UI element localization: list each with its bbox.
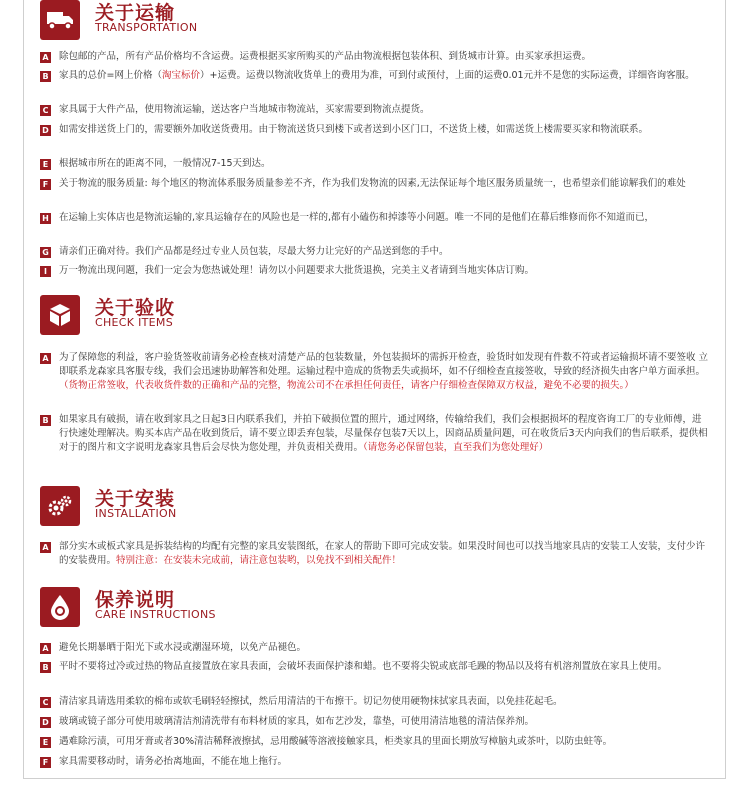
item-text: 家具需要移动时，请务必抬离地面，不能在地上拖行。 [59, 756, 288, 767]
transport-item-h [40, 211, 710, 225]
transport-header [40, 0, 710, 44]
transport-title: 关于运输 [95, 2, 176, 24]
item-text: 如需安排送货上门的，需要额外加收送货费用。由于物流送货只到楼下或者送到小区门口，不送货上楼，如需送货上楼需要买家和物流联系。 [59, 124, 649, 135]
truck-icon [40, 0, 80, 40]
item-text: 在运输上实体店也是物流运输的,家具运输存在的风险也是一样的,都有小磕伤和掉漆等小问题。唯一不同的是他们在幕后维修而你不知道而已， [59, 212, 655, 223]
section-care [40, 587, 710, 767]
item-letter-badge: E [40, 737, 51, 748]
transport-item-e [40, 157, 710, 171]
care-item-c [40, 695, 710, 709]
item-text: ）+运费。运费以物流收货单上的费用为准，可到付或预付，上面的运费0.01元并不是您的实际运费，详细咨询客服。 [199, 70, 695, 81]
item-letter-badge: G [40, 247, 51, 258]
item-letter-badge: F [40, 179, 51, 190]
item-letter-badge: A [40, 52, 51, 63]
item-letter-badge: F [40, 757, 51, 768]
item-letter-badge: I [40, 266, 51, 277]
item-letter-badge: A [40, 643, 51, 654]
item-text: 部分实木或板式家具是拆装结构的均配有完整的家具安装图纸，在家人的帮助下即可完成安装。如果没时间也可以找当地家具店的安装工人安装，支付少许的安装费用。 [59, 541, 706, 566]
item-highlight-text: （货物正常签收，代表收货件数的正确和产品的完整，物流公司不在承担任何责任，请客户仔细检查保障双方权益，避免不必要的损失。） [59, 380, 634, 391]
gears-icon [40, 486, 80, 526]
install-header [40, 486, 710, 530]
item-letter-badge: C [40, 697, 51, 708]
transport-item-i [40, 264, 710, 278]
care-item-e [40, 735, 710, 749]
item-letter-badge: C [40, 105, 51, 116]
item-letter-badge: D [40, 717, 51, 728]
care-item-b [40, 660, 710, 674]
item-highlight-text: （请您务必保留包装，直至我们为您处理好） [363, 442, 549, 453]
item-text: 根据城市所在的距离不同，一般情况7-15天到达。 [59, 158, 271, 169]
transport-item-a [40, 50, 710, 64]
install-item-a [40, 540, 710, 568]
section-check [40, 295, 710, 453]
item-text: 万一物流出现问题，我们一定会为您热诚处理！请勿以小问题要求大批货退换，完美主义者请到当地实体店订购。 [59, 265, 535, 276]
item-text: 清洁家具请选用柔软的棉布或软毛刷轻轻擦拭，然后用清洁的干布擦干。切记勿使用硬物抹拭家具表面，以免挂花起毛。 [59, 696, 563, 707]
transport-item-b [40, 69, 710, 83]
install-subtitle: INSTALLATION [95, 507, 177, 520]
item-highlight-text: 淘宝标价 [161, 70, 200, 81]
item-highlight-text: 特别注意：在安装未完成前，请注意包装哟，以免找不到相关配件！ [116, 555, 402, 566]
item-text: 关于物流的服务质量: 每个地区的物流体系服务质量参差不齐，作为我们发物流的因素,无法保证每个地区服务质量统一，也希望亲们能谅解我们的难处 [59, 178, 686, 189]
item-letter-badge: A [40, 542, 51, 553]
item-letter-badge: A [40, 353, 51, 364]
install-title: 关于安装 [95, 488, 176, 510]
item-text: 家具属于大件产品，使用物流运输，送达客户当地城市物流站，买家需要到物流点提货。 [59, 104, 430, 115]
item-letter-badge: B [40, 71, 51, 82]
item-text: 遇难除污渍，可用牙膏或者30%清洁稀释液擦拭，忌用酸碱等溶液接触家具，柜类家具的里面长期放写樟脑丸或茶叶，以防虫蛀等。 [59, 736, 613, 747]
item-text: 如果家具有破损，请在收到家具之日起3日内联系我们，并拍下破损位置的照片，通过网络，传输给我们，我们会根据损坏的程度咨询工厂的专业师傅，进行快速处理解决。购买本店产品在收到货后，请不要立即丢弃包装，尽量保存包装7天以上，因商品质量问题，可在收货后3天内向我们的售后联系，提供相对于的图片和文字说明龙森家具售后会尽快为您处理，并负责相关费用。 [59, 414, 708, 453]
item-text: 请亲们正确对待。我们产品都是经过专业人员包装，尽最大努力让完好的产品送到您的手中。 [59, 246, 449, 257]
care-item-a [40, 641, 710, 655]
transport-item-c [40, 103, 710, 117]
transport-subtitle: TRANSPORTATION [95, 21, 198, 34]
item-letter-badge: B [40, 662, 51, 673]
care-title: 保养说明 [95, 589, 176, 611]
section-install [40, 486, 710, 566]
drop-icon [40, 587, 80, 627]
care-header [40, 587, 710, 631]
item-letter-badge: B [40, 415, 51, 426]
care-subtitle: CARE INSTRUCTIONS [95, 608, 216, 621]
item-letter-badge: D [40, 125, 51, 136]
care-item-d [40, 715, 710, 729]
item-letter-badge: E [40, 159, 51, 170]
item-text: 为了保障您的利益，客户验货签收前请务必检查核对清楚产品的包装数量，外包装损坏的需拆开检查，验货时如发现有件数不符或者运输损坏请不要签收 立即联系龙森家具客服专线，我们会迅速协助解答和处理。运输过程中造成的货物丢失或损坏，如不仔细检查直接签收，导致的经济损失由客户单方面承担。 [59, 352, 709, 377]
check-item-b [40, 413, 710, 455]
check-header [40, 295, 710, 339]
transport-item-d [40, 123, 710, 137]
care-item-f [40, 755, 710, 769]
section-transport [40, 0, 710, 276]
box-icon [40, 295, 80, 335]
check-item-a [40, 351, 710, 393]
item-text: 避免长期暴晒于阳光下或水浸或潮湿环境，以免产品褪色。 [59, 642, 307, 653]
item-text: 家具的总价=网上价格（ [59, 70, 162, 81]
transport-item-g [40, 245, 710, 259]
item-text: 除包邮的产品，所有产品价格均不含运费。运费根据买家所购买的产品由物流根据包装体积、到货城市计算。由买家承担运费。 [59, 51, 592, 62]
item-text: 玻璃或镜子部分可使用玻璃清洁剂清洗带有布料材质的家具，如布艺沙发，靠垫，可使用清洁地毯的清洁保养剂。 [59, 716, 535, 727]
check-subtitle: CHECK ITEMS [95, 316, 173, 329]
transport-item-f [40, 177, 710, 191]
item-letter-badge: H [40, 213, 51, 224]
item-text: 平时不要将过冷或过热的物品直接置放在家具表面，会破坏表面保护漆和蜡。也不要将尖锐或底部毛躁的物品以及将有机溶剂置放在家具上使用。 [59, 661, 668, 672]
check-title: 关于验收 [95, 297, 176, 319]
